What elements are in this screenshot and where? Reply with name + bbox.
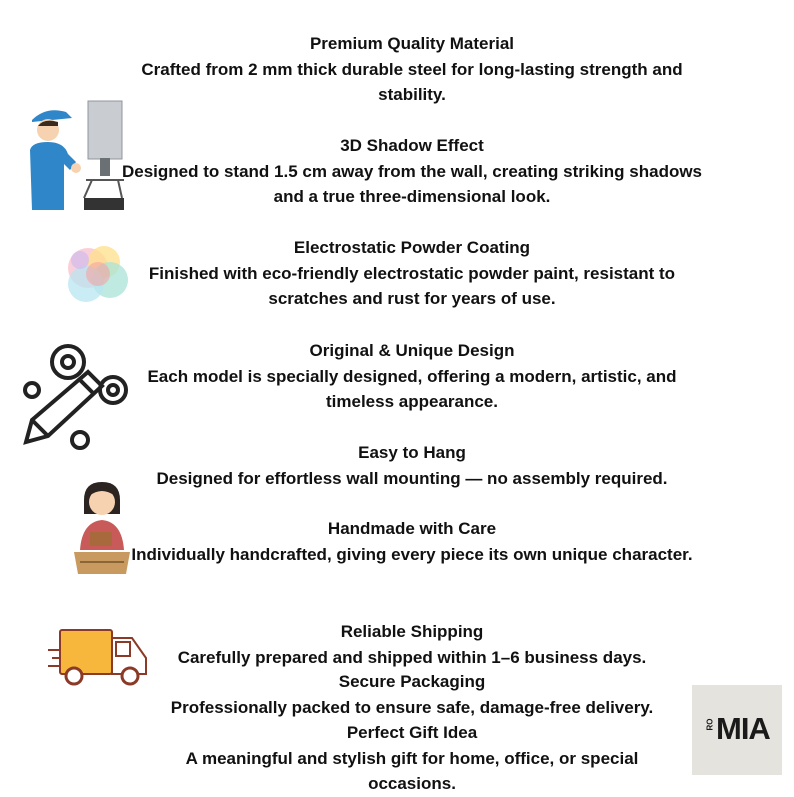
feature-description: Individually handcrafted, giving every piece its own unique character. — [131, 544, 693, 564]
logo-name: MIA — [716, 711, 770, 746]
feature-description: Designed to stand 1.5 cm away from the wall, creating striking shadows and a true three-dimensional look. — [121, 161, 703, 206]
feature-shipping — [120, 619, 704, 670]
feature-3d-shadow — [120, 133, 704, 210]
craftswoman-illustration-icon — [74, 480, 130, 576]
feature-title: Easy to Hang — [358, 443, 466, 462]
feature-packaging — [120, 669, 704, 720]
feature-description: Carefully prepared and shipped within 1–6 business days. — [177, 647, 647, 667]
feature-powder-coating — [120, 235, 704, 312]
feature-title: Secure Packaging — [338, 672, 486, 691]
feature-gift — [150, 720, 674, 797]
worker-steel-illustration-icon — [26, 98, 126, 213]
feature-title: Perfect Gift Idea — [346, 723, 478, 742]
feature-unique-design — [120, 338, 704, 415]
feature-easy-hang — [110, 440, 714, 491]
feature-title: Reliable Shipping — [340, 622, 484, 641]
paint-splash-icon — [60, 238, 136, 310]
feature-title: 3D Shadow Effect — [340, 136, 484, 155]
feature-premium-material — [120, 31, 704, 108]
delivery-truck-icon — [46, 624, 150, 688]
feature-description: Crafted from 2 mm thick durable steel for long-lasting strength and stability. — [141, 59, 683, 104]
pencil-gears-icon — [18, 340, 134, 454]
feature-description: A meaningful and stylish gift for home, office, or special occasions. — [185, 748, 639, 793]
logo-prefix: RO — [705, 718, 715, 731]
feature-handmade — [120, 516, 704, 567]
brand-logo — [692, 685, 782, 775]
feature-title: Handmade with Care — [327, 519, 497, 538]
feature-description: Professionally packed to ensure safe, damage-free delivery. — [170, 697, 654, 717]
feature-description: Each model is specially designed, offering a modern, artistic, and timeless appearance. — [147, 366, 677, 411]
feature-description: Finished with eco-friendly electrostatic powder paint, resistant to scratches and rust for years of use. — [148, 263, 676, 308]
feature-description: Designed for effortless wall mounting — no assembly required. — [156, 468, 668, 488]
feature-title: Original & Unique Design — [309, 341, 515, 360]
feature-title: Electrostatic Powder Coating — [293, 238, 531, 257]
feature-title: Premium Quality Material — [309, 34, 515, 53]
